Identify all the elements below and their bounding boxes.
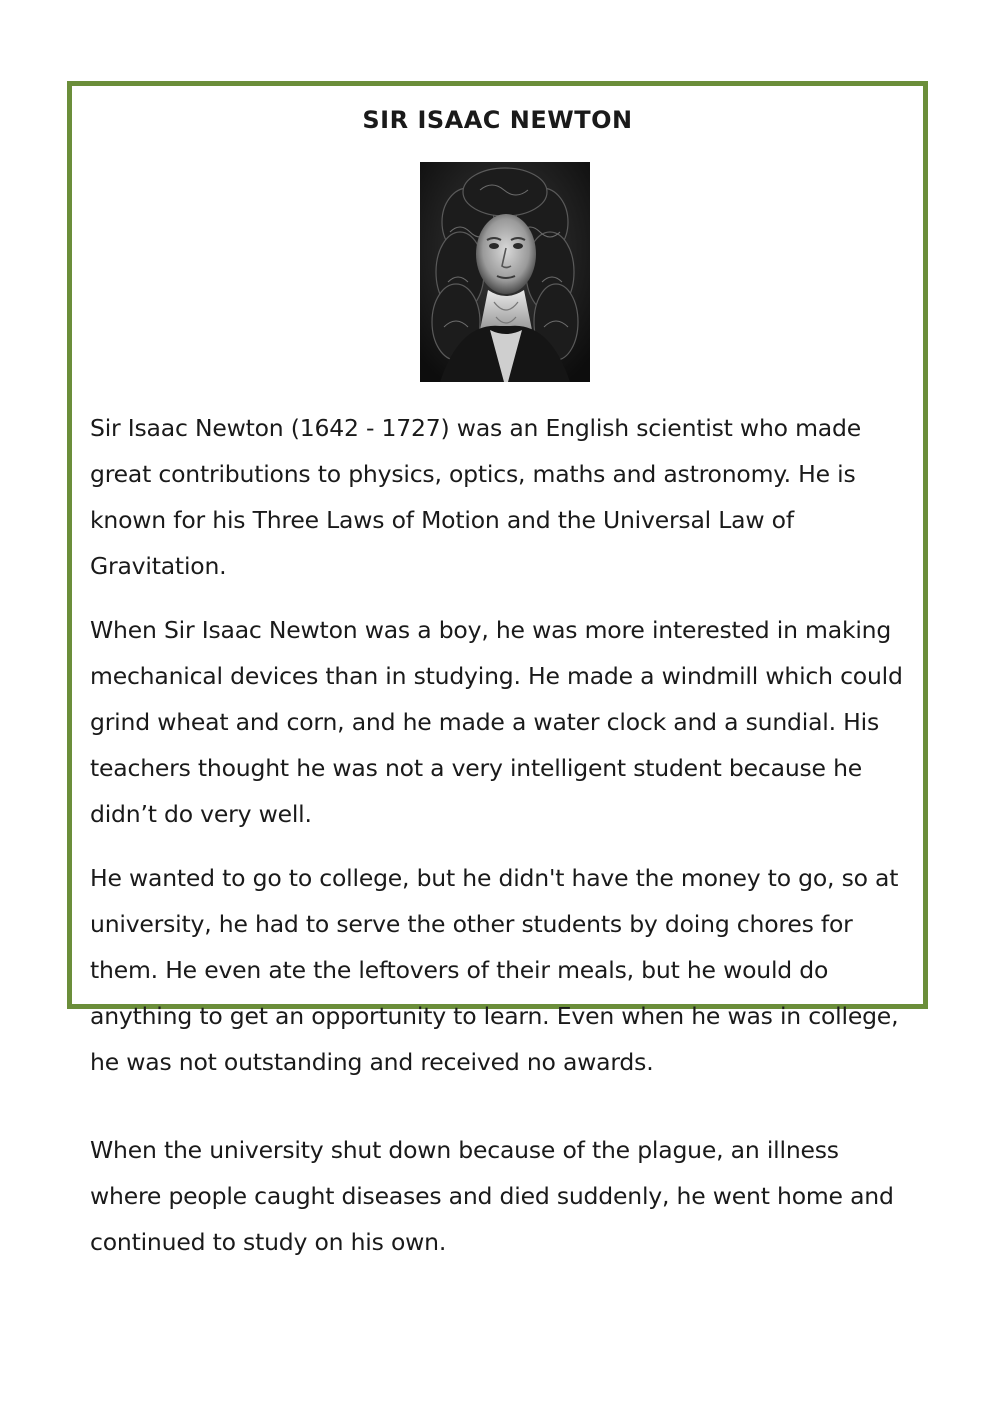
- newton-portrait: [420, 162, 590, 382]
- paragraph-college: He wanted to go to college, but he didn't have the money to go, so at university, he had to serve the other students by doing chores for them. He even ate the leftovers of their meals, but he would do anything to get an opportunity to learn. Even when he was in college, he was not outstanding and received no awards.: [90, 864, 899, 1076]
- paragraph-plague: When the university shut down because of the plague, an illness where people caught diseases and died suddenly, he went home and continued to study on his own.: [90, 1136, 894, 1256]
- portrait-image: [420, 162, 590, 382]
- paragraph-childhood: When Sir Isaac Newton was a boy, he was more interested in making mechanical devices than in studying. He made a windmill which could grind wheat and corn, and he made a water clock and a sundial. His teachers thought he was not a very intelligent student because he didn’t do very well.: [90, 616, 903, 828]
- worksheet-frame: [67, 81, 928, 1256]
- paragraph-intro: Sir Isaac Newton (1642 - 1727) was an English scientist who made great contributions to physics, optics, maths and astronomy. He is known for his Three Laws of Motion and the Universal Law of Gravitation.: [90, 414, 861, 580]
- page-title: SIR ISAAC NEWTON: [362, 106, 633, 134]
